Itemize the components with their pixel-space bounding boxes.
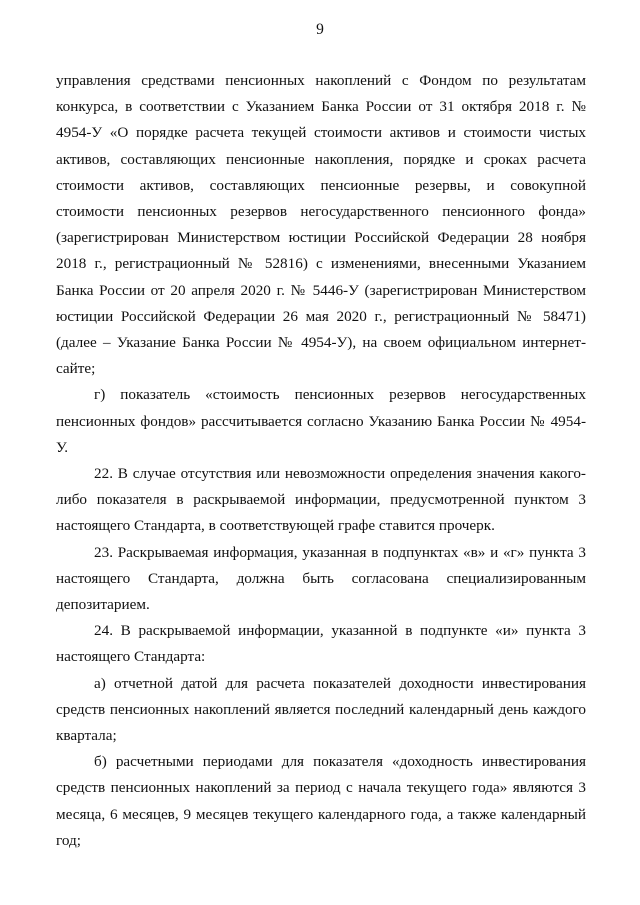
document-body bbox=[56, 68, 586, 854]
paragraph-subitem-g: г) показатель «стоимость пенсионных резервов негосударственных пенсионных фондов» рассчитывается согласно Указанию Банка России № 4954-У. bbox=[56, 386, 586, 456]
paragraph-item-23: 23. Раскрываемая информация, указанная в подпунктах «в» и «г» пункта 3 настоящего Стандарта, должна быть согласована специализированным депозитарием. bbox=[56, 543, 586, 614]
paragraph-item-22: 22. В случае отсутствия или невозможности определения значения какого-либо показателя в раскрываемой информации, предусмотренной пунктом 3 настоящего Стандарта, в соответствующей графе ставится прочерк. bbox=[56, 465, 586, 535]
paragraph-subitem-b: б) расчетными периодами для показателя «доходность инвестирования средств пенсионных накоплений за период с начала текущего года» являются 3 месяца, 6 месяцев, 9 месяцев текущего календарного года, а также календарный год; bbox=[56, 753, 586, 849]
paragraph-item-24: 24. В раскрываемой информации, указанной в подпункте «и» пункта 3 настоящего Стандарта: bbox=[56, 622, 586, 666]
paragraph-continuation: управления средствами пенсионных накоплений с Фондом по результатам конкурса, в соответствии с Указанием Банка России от 31 октября 2018 г. № 4954-У «О порядке расчета текущей стоимости активов и стоимости чистых активов, составляющих пенсионные накопления, порядке и сроках расчета стоимости активов, составляющих пенсионные резервы, и совокупной стоимости пенсионных резервов негосударственного пенсионного фонда» (зарегистрирован Министерством юстиции Российской Федерации 28 ноября 2018 г., регистрационный № 52816) с изменениями, внесенными Указанием Банка России от 20 апреля 2020 г. № 5446-У (зарегистрирован Министерством юстиции Российской Федерации 26 мая 2020 г., регистрационный № 58471) (далее – Указание Банка России № 4954-У), на своем официальном интернет-сайте; bbox=[56, 72, 586, 378]
page-number: 9 bbox=[316, 21, 324, 38]
paragraph-subitem-a: а) отчетной датой для расчета показателей доходности инвестирования средств пенсионных накоплений является последний календарный день каждого квартала; bbox=[56, 674, 586, 745]
